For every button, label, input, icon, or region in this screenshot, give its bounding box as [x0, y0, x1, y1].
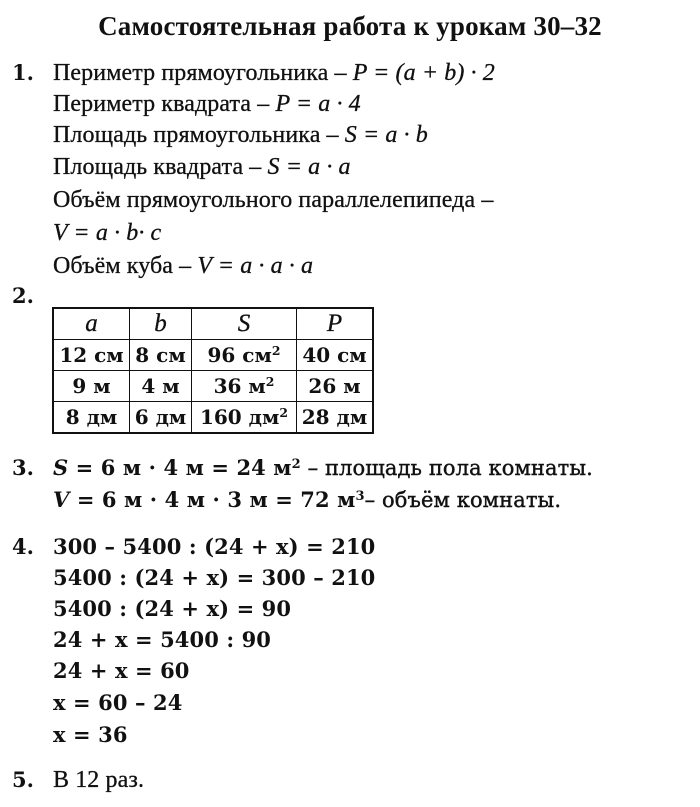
- formula-label: Периметр квадрата –: [53, 91, 276, 117]
- page-title: Самостоятельная работа к урокам 30–32: [98, 11, 602, 41]
- equation-step: 5400 : (24 + x) = 300 – 210: [53, 565, 376, 590]
- table-cell: 6 дм: [130, 402, 192, 434]
- formula-variable: P: [352, 60, 368, 86]
- header-a: a: [53, 308, 130, 340]
- formula-description: – площадь пола комнаты.: [300, 456, 593, 480]
- task-1-line: [53, 89, 361, 119]
- formula-description: – объём комнаты.: [364, 488, 562, 512]
- task-1-line: [53, 152, 351, 182]
- formula-variable: V: [53, 220, 68, 246]
- table-cell: 160 $дм^2$: [192, 402, 297, 434]
- formula-label: Объём прямоугольного параллелепипеда –: [53, 187, 494, 213]
- task-3-number: 3.: [12, 455, 34, 480]
- formula-expression: = a · a · a: [211, 253, 314, 279]
- table-row: [53, 371, 373, 402]
- formula-expression: = 6 м · 4 м = 24 м: [68, 455, 292, 480]
- table-cell: 8 см: [130, 340, 192, 371]
- header-b: b: [130, 308, 192, 340]
- formula-variable: P: [275, 91, 290, 117]
- task-3-line: [53, 453, 593, 483]
- task-1-line: [53, 120, 428, 150]
- formula-expression: = a · a: [279, 154, 351, 180]
- formula-variable: S: [53, 455, 69, 480]
- formula-expression: = (a + b) · 2: [367, 60, 495, 86]
- equation-step: 24 + x = 5400 : 90: [53, 627, 272, 652]
- task-2-number: 2.: [12, 283, 34, 308]
- equation-step: 300 – 5400 : (24 + x) = 210: [53, 534, 376, 559]
- table-header-row: [53, 308, 373, 340]
- table-cell: 4 м: [130, 371, 192, 402]
- formula-expression: = a · 4: [289, 91, 361, 117]
- task-5-answer: В 12 раз.: [53, 767, 145, 793]
- header-p: P: [297, 308, 374, 340]
- table-cell: 96 $см^2$: [192, 340, 297, 371]
- dimensions-table: [52, 307, 374, 434]
- table-cell: 9 м: [53, 371, 130, 402]
- formula-expression: = a · b· c: [67, 220, 162, 246]
- formula-expression: = a · b: [356, 122, 428, 148]
- table-cell: 36 $м^2$: [192, 371, 297, 402]
- table-row: [53, 340, 373, 371]
- task-1-line: [53, 58, 495, 88]
- table-cell: 8 дм: [53, 402, 130, 434]
- task-1-line: [53, 218, 161, 248]
- task-1-line: [53, 251, 313, 281]
- formula-label: Площадь прямоугольника –: [53, 122, 345, 148]
- task-3-line: [53, 485, 561, 515]
- formula-variable: S: [344, 122, 357, 148]
- table-cell: 26 м: [297, 371, 374, 402]
- task-1-number: 1.: [12, 60, 34, 85]
- exponent: 2: [291, 456, 301, 472]
- header-s: S: [192, 308, 297, 340]
- formula-expression: = 6 м · 4 м · 3 м = 72 м: [69, 487, 356, 512]
- task-4-number: 4.: [12, 534, 34, 559]
- task-1-line: [53, 185, 493, 215]
- formula-variable: V: [197, 253, 212, 279]
- table-cell: 28 дм: [297, 402, 374, 434]
- formula-variable: S: [267, 154, 280, 180]
- task-5-number: 5.: [12, 767, 34, 792]
- equation-step: x = 36: [53, 722, 128, 747]
- exponent: 3: [355, 488, 365, 504]
- table-cell: 40 см: [297, 340, 374, 371]
- formula-variable: V: [53, 487, 70, 512]
- table-row: [53, 402, 373, 434]
- formula-label: Объём куба –: [53, 253, 198, 279]
- formula-label: Периметр прямоугольника –: [53, 60, 353, 86]
- equation-step: x = 60 – 24: [53, 690, 183, 715]
- table-cell: 12 см: [53, 340, 130, 371]
- equation-step: 24 + x = 60: [53, 658, 190, 683]
- equation-step: 5400 : (24 + x) = 90: [53, 596, 292, 621]
- formula-label: Площадь квадрата –: [53, 154, 268, 180]
